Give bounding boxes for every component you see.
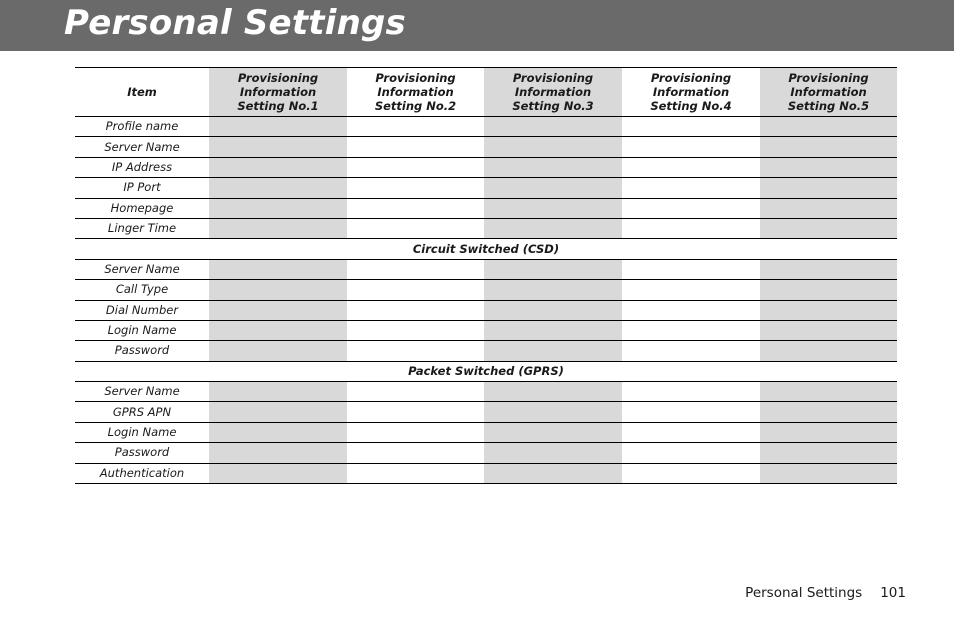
table-row [75,259,897,279]
cell [209,259,347,279]
cell [484,137,622,157]
row-label: IP Address [75,157,209,177]
cell [347,341,484,361]
cell [347,300,484,320]
table-row [75,402,897,422]
table-row [75,198,897,218]
cell [622,300,760,320]
header-setting-3 [484,68,622,117]
cell [484,218,622,238]
cell [622,259,760,279]
cell [484,300,622,320]
cell [760,402,897,422]
row-label: Linger Time [75,218,209,238]
cell [760,422,897,442]
row-label: Server Name [75,382,209,402]
cell [209,280,347,300]
row-label: IP Port [75,178,209,198]
cell [622,341,760,361]
cell [484,443,622,463]
cell [209,422,347,442]
cell [347,422,484,442]
row-label: Server Name [75,259,209,279]
header-line: Provisioning [788,71,869,85]
cell [347,443,484,463]
cell [484,463,622,483]
cell [209,117,347,137]
cell [760,300,897,320]
cell [484,341,622,361]
cell [484,178,622,198]
page-footer [745,585,906,601]
cell [209,402,347,422]
cell [347,280,484,300]
cell [760,117,897,137]
cell [209,178,347,198]
row-label: Server Name [75,137,209,157]
row-label: Login Name [75,422,209,442]
cell [347,198,484,218]
footer-section-title: Personal Settings [745,585,863,601]
cell [209,198,347,218]
table-row [75,341,897,361]
cell [347,117,484,137]
header-line: Information [790,85,867,99]
row-label: GPRS APN [75,402,209,422]
row-label: Homepage [75,198,209,218]
cell [209,443,347,463]
cell [347,320,484,340]
cell [209,157,347,177]
cell [484,280,622,300]
table-row [75,300,897,320]
header-line: Provisioning [650,71,732,85]
section-label-gprs: Packet Switched (GPRS) [75,361,897,381]
row-label: Login Name [75,320,209,340]
header-line: Information [514,85,592,99]
row-label: Password [75,341,209,361]
table-row [75,117,897,137]
cell [622,443,760,463]
header-line: Setting No.3 [512,99,594,113]
header-line: Setting No.5 [787,99,870,113]
cell [209,341,347,361]
cell [760,341,897,361]
cell [209,137,347,157]
header-setting-1 [209,68,347,117]
header-line: Provisioning [512,71,594,85]
table-row [75,463,897,483]
cell [347,178,484,198]
table-row [75,137,897,157]
cell [484,382,622,402]
cell [760,137,897,157]
page-title: Personal Settings [64,3,406,43]
title-bar [0,0,954,51]
provisioning-settings-table [75,67,897,484]
cell [347,382,484,402]
table-row [75,178,897,198]
cell [622,463,760,483]
cell [622,198,760,218]
cell [622,402,760,422]
cell [347,259,484,279]
cell [622,280,760,300]
cell [484,320,622,340]
row-label: Call Type [75,280,209,300]
cell [347,402,484,422]
header-line: Information [652,85,730,99]
row-label: Authentication [75,463,209,483]
cell [484,117,622,137]
cell [760,463,897,483]
table-row [75,218,897,238]
table-row [75,157,897,177]
cell [209,300,347,320]
cell [209,382,347,402]
table-row [75,422,897,442]
header-line: Setting No.2 [374,99,457,113]
cell [347,137,484,157]
row-label: Password [75,443,209,463]
cell [622,382,760,402]
table-row [75,280,897,300]
table-row [75,320,897,340]
cell [209,463,347,483]
cell [622,157,760,177]
cell [760,280,897,300]
section-row-csd [75,239,897,259]
header-line: Information [377,85,454,99]
cell [484,422,622,442]
cell [484,157,622,177]
cell [760,320,897,340]
cell [760,382,897,402]
cell [622,218,760,238]
cell [622,178,760,198]
cell [347,157,484,177]
row-label: Dial Number [75,300,209,320]
cell [209,218,347,238]
header-line: Setting No.1 [237,99,319,113]
cell [760,218,897,238]
header-setting-5 [760,68,897,117]
header-line: Setting No.4 [650,99,732,113]
header-item: Item [75,68,209,117]
header-setting-4 [622,68,760,117]
cell [760,198,897,218]
cell [484,259,622,279]
section-label-csd: Circuit Switched (CSD) [75,239,897,259]
cell [760,443,897,463]
cell [347,463,484,483]
row-label: Profile name [75,117,209,137]
cell [760,259,897,279]
page-number: 101 [880,585,906,601]
section-row-gprs [75,361,897,381]
cell [209,320,347,340]
header-line: Information [239,85,317,99]
header-row [75,68,897,117]
header-line: Provisioning [375,71,456,85]
cell [622,422,760,442]
table-row [75,443,897,463]
cell [622,137,760,157]
cell [760,178,897,198]
cell [484,402,622,422]
table-row [75,382,897,402]
cell [622,320,760,340]
header-setting-2 [347,68,484,117]
cell [622,117,760,137]
cell [760,157,897,177]
header-line: Provisioning [237,71,319,85]
cell [484,198,622,218]
cell [347,218,484,238]
